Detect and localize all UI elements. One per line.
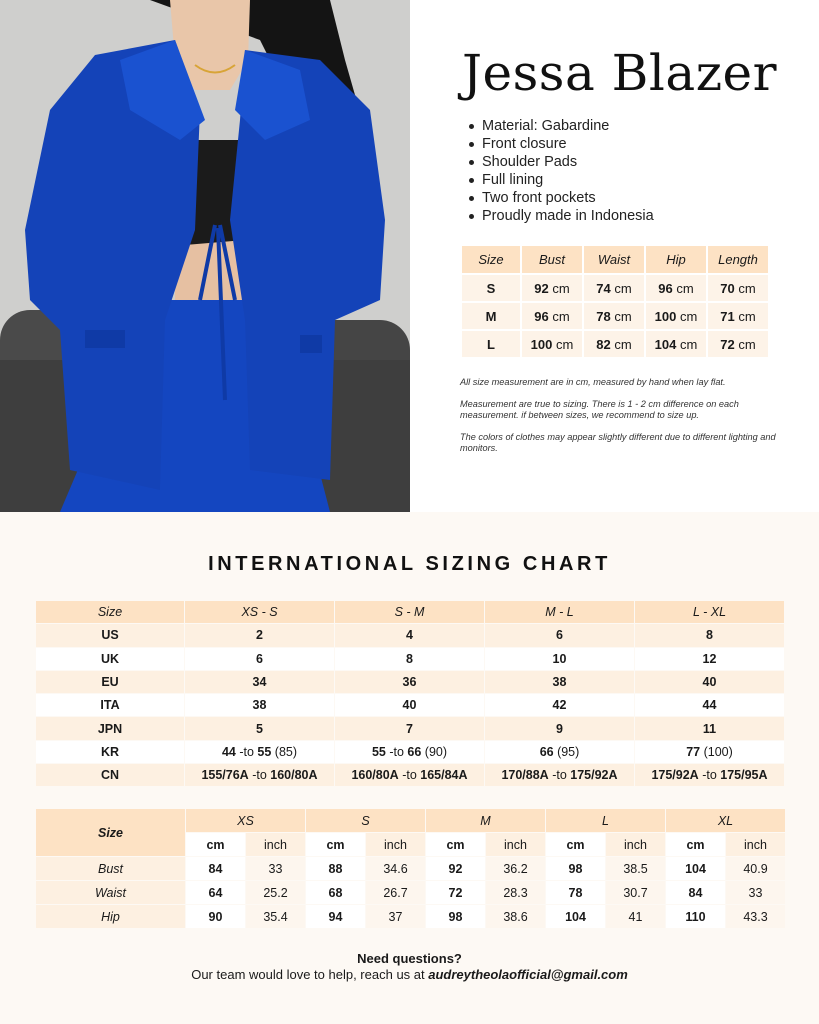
header-bust: Bust xyxy=(522,246,582,273)
contact-question: Need questions? xyxy=(357,951,462,966)
value-cell: 104 cm xyxy=(646,331,706,357)
feature-item: Proudly made in Indonesia xyxy=(466,207,654,225)
table-row xyxy=(36,881,785,904)
measurement-notes xyxy=(460,377,780,465)
value-cm: 64 xyxy=(186,881,245,904)
range-start: 44 xyxy=(221,744,236,759)
value-inch: 36.2 xyxy=(486,857,545,880)
value-inch: 34.6 xyxy=(366,857,425,880)
size-header: XS xyxy=(186,809,305,832)
header-length: Length xyxy=(708,246,768,273)
value-cell: 96 cm xyxy=(646,275,706,301)
header-size: Size xyxy=(36,809,185,856)
region-label: US xyxy=(36,624,184,646)
range-to: -to xyxy=(698,768,721,783)
measure-label: Hip xyxy=(36,905,185,928)
feature-item: Two front pockets xyxy=(466,189,654,207)
value-inch: 37 xyxy=(366,905,425,928)
feature-item: Full lining xyxy=(466,171,654,189)
international-sizing-title: INTERNATIONAL SIZING CHART xyxy=(208,553,611,575)
range-to: -to xyxy=(385,744,408,759)
table-row xyxy=(36,624,784,646)
size-range xyxy=(635,741,784,763)
table-row xyxy=(36,741,784,763)
note: The colors of clothes may appear slightly different due to different lighting and monitors. xyxy=(460,432,776,453)
range-start: 55 xyxy=(371,744,386,759)
table-row xyxy=(36,648,784,670)
value-cm: 98 xyxy=(546,857,605,880)
value-cm: 78 xyxy=(546,881,605,904)
range-start: 175/92A xyxy=(651,768,699,783)
header-size: Size xyxy=(462,246,520,273)
header-cell: Size xyxy=(36,601,184,623)
region-label: CN xyxy=(36,764,184,786)
range-start: 155/76A xyxy=(201,768,249,783)
value-cm: 84 xyxy=(186,857,245,880)
unit-inch: inch xyxy=(366,833,425,856)
unit-cm: cm xyxy=(186,833,245,856)
size-value: 8 xyxy=(335,648,484,670)
value-cm: 68 xyxy=(306,881,365,904)
range-note: (85) xyxy=(271,744,298,759)
table-row xyxy=(462,275,768,301)
header-cell: S - M xyxy=(335,601,484,623)
size-range xyxy=(335,764,484,786)
region-label: JPN xyxy=(36,717,184,739)
feature-item: Shoulder Pads xyxy=(466,153,654,171)
header-cell: XS - S xyxy=(185,601,334,623)
size-value: 40 xyxy=(635,671,784,693)
contact-message: Our team would love to help, reach us at audreytheolaofficial@gmail.com xyxy=(191,967,628,982)
region-label: KR xyxy=(36,741,184,763)
range-to: -to xyxy=(235,744,258,759)
header-cell: L - XL xyxy=(635,601,784,623)
value-inch: 26.7 xyxy=(366,881,425,904)
unit-inch: inch xyxy=(726,833,785,856)
size-value: 34 xyxy=(185,671,334,693)
range-end: 66 xyxy=(407,744,422,759)
value-inch: 38.6 xyxy=(486,905,545,928)
table-header-row xyxy=(462,246,768,273)
table-row xyxy=(36,857,785,880)
international-sizing-table xyxy=(35,600,785,787)
size-value: 2 xyxy=(185,624,334,646)
unit-cm: cm xyxy=(546,833,605,856)
table-row xyxy=(36,905,785,928)
size-cell: L xyxy=(462,331,520,357)
size-value: 36 xyxy=(335,671,484,693)
range-end: 175/92A xyxy=(570,768,618,783)
range-start: 160/80A xyxy=(351,768,399,783)
unit-inch: inch xyxy=(606,833,665,856)
size-cell: M xyxy=(462,303,520,329)
table-row xyxy=(36,717,784,739)
size-value: 4 xyxy=(335,624,484,646)
size-value: 9 xyxy=(485,717,634,739)
feature-item: Material: Gabardine xyxy=(466,117,654,135)
value-cell: 100 cm xyxy=(646,303,706,329)
unit-cm: cm xyxy=(666,833,725,856)
value-cell: 74 cm xyxy=(584,275,644,301)
value-cm: 72 xyxy=(426,881,485,904)
value-cell: 82 cm xyxy=(584,331,644,357)
measure-label: Waist xyxy=(36,881,185,904)
size-value: 38 xyxy=(485,671,634,693)
value-inch: 30.7 xyxy=(606,881,665,904)
product-title: Jessa Blazer xyxy=(462,44,778,102)
range-end: 175/95A xyxy=(720,768,768,783)
range-start: 77 xyxy=(686,744,701,759)
value-cell: 96 cm xyxy=(522,303,582,329)
size-header: S xyxy=(306,809,425,832)
value-inch: 41 xyxy=(606,905,665,928)
header-hip: Hip xyxy=(646,246,706,273)
size-value: 44 xyxy=(635,694,784,716)
note: All size measurement are in cm, measured by hand when lay flat. xyxy=(460,377,726,387)
table-header-row xyxy=(36,601,784,623)
range-note: (90) xyxy=(421,744,448,759)
range-end: 165/84A xyxy=(420,768,468,783)
size-value: 38 xyxy=(185,694,334,716)
size-range xyxy=(185,741,334,763)
value-cm: 104 xyxy=(666,857,725,880)
size-value: 42 xyxy=(485,694,634,716)
range-to: -to xyxy=(248,768,271,783)
value-cm: 90 xyxy=(186,905,245,928)
size-header: M xyxy=(426,809,545,832)
range-start: 170/88A xyxy=(501,768,549,783)
size-value: 5 xyxy=(185,717,334,739)
contact-email-link[interactable]: audreytheolaofficial@gmail.com xyxy=(428,967,628,982)
value-cell: 100 cm xyxy=(522,331,582,357)
size-value: 11 xyxy=(635,717,784,739)
unit-cm: cm xyxy=(306,833,365,856)
header-waist: Waist xyxy=(584,246,644,273)
range-end: 55 xyxy=(257,744,272,759)
feature-list xyxy=(466,117,654,225)
table-row xyxy=(36,694,784,716)
value-cm: 92 xyxy=(426,857,485,880)
value-cell: 71 cm xyxy=(708,303,768,329)
unit-cm: cm xyxy=(426,833,485,856)
size-value: 10 xyxy=(485,648,634,670)
model-wearing-blazer-illustration xyxy=(0,0,410,512)
table-row xyxy=(462,331,768,357)
size-range xyxy=(485,764,634,786)
value-cm: 110 xyxy=(666,905,725,928)
value-cm: 84 xyxy=(666,881,725,904)
size-cell: S xyxy=(462,275,520,301)
value-cell: 72 cm xyxy=(708,331,768,357)
value-inch: 33 xyxy=(246,857,305,880)
size-header: XL xyxy=(666,809,785,832)
value-cm: 94 xyxy=(306,905,365,928)
value-inch: 33 xyxy=(726,881,785,904)
table-row xyxy=(462,303,768,329)
size-value: 6 xyxy=(185,648,334,670)
size-value: 8 xyxy=(635,624,784,646)
note: Measurement are true to sizing. There is 1 - 2 cm difference on each measurement. if between sizes, we recommend to size up. xyxy=(460,399,739,420)
range-end: 160/80A xyxy=(270,768,318,783)
unit-inch: inch xyxy=(486,833,545,856)
table-row xyxy=(36,764,784,786)
value-inch: 25.2 xyxy=(246,881,305,904)
value-inch: 40.9 xyxy=(726,857,785,880)
range-to: -to xyxy=(548,768,571,783)
table-header-row xyxy=(36,809,785,832)
size-header: L xyxy=(546,809,665,832)
range-start: 66 xyxy=(539,744,554,759)
region-label: UK xyxy=(36,648,184,670)
contact-block xyxy=(0,951,819,983)
feature-item: Front closure xyxy=(466,135,654,153)
region-label: EU xyxy=(36,671,184,693)
size-range xyxy=(635,764,784,786)
value-cm: 104 xyxy=(546,905,605,928)
measurement-conversion-table xyxy=(35,808,786,929)
product-size-table xyxy=(460,244,770,359)
region-label: ITA xyxy=(36,694,184,716)
value-cell: 70 cm xyxy=(708,275,768,301)
size-value: 6 xyxy=(485,624,634,646)
size-value: 7 xyxy=(335,717,484,739)
value-cm: 88 xyxy=(306,857,365,880)
size-value: 12 xyxy=(635,648,784,670)
range-note: (95) xyxy=(553,744,580,759)
unit-inch: inch xyxy=(246,833,305,856)
value-inch: 35.4 xyxy=(246,905,305,928)
size-range xyxy=(185,764,334,786)
range-note: (100) xyxy=(700,744,733,759)
value-inch: 38.5 xyxy=(606,857,665,880)
range-to: -to xyxy=(398,768,421,783)
value-cell: 78 cm xyxy=(584,303,644,329)
product-photo xyxy=(0,0,410,512)
table-row xyxy=(36,671,784,693)
size-range xyxy=(485,741,634,763)
measure-label: Bust xyxy=(36,857,185,880)
size-value: 40 xyxy=(335,694,484,716)
value-inch: 43.3 xyxy=(726,905,785,928)
value-cell: 92 cm xyxy=(522,275,582,301)
value-inch: 28.3 xyxy=(486,881,545,904)
size-range xyxy=(335,741,484,763)
header-cell: M - L xyxy=(485,601,634,623)
value-cm: 98 xyxy=(426,905,485,928)
